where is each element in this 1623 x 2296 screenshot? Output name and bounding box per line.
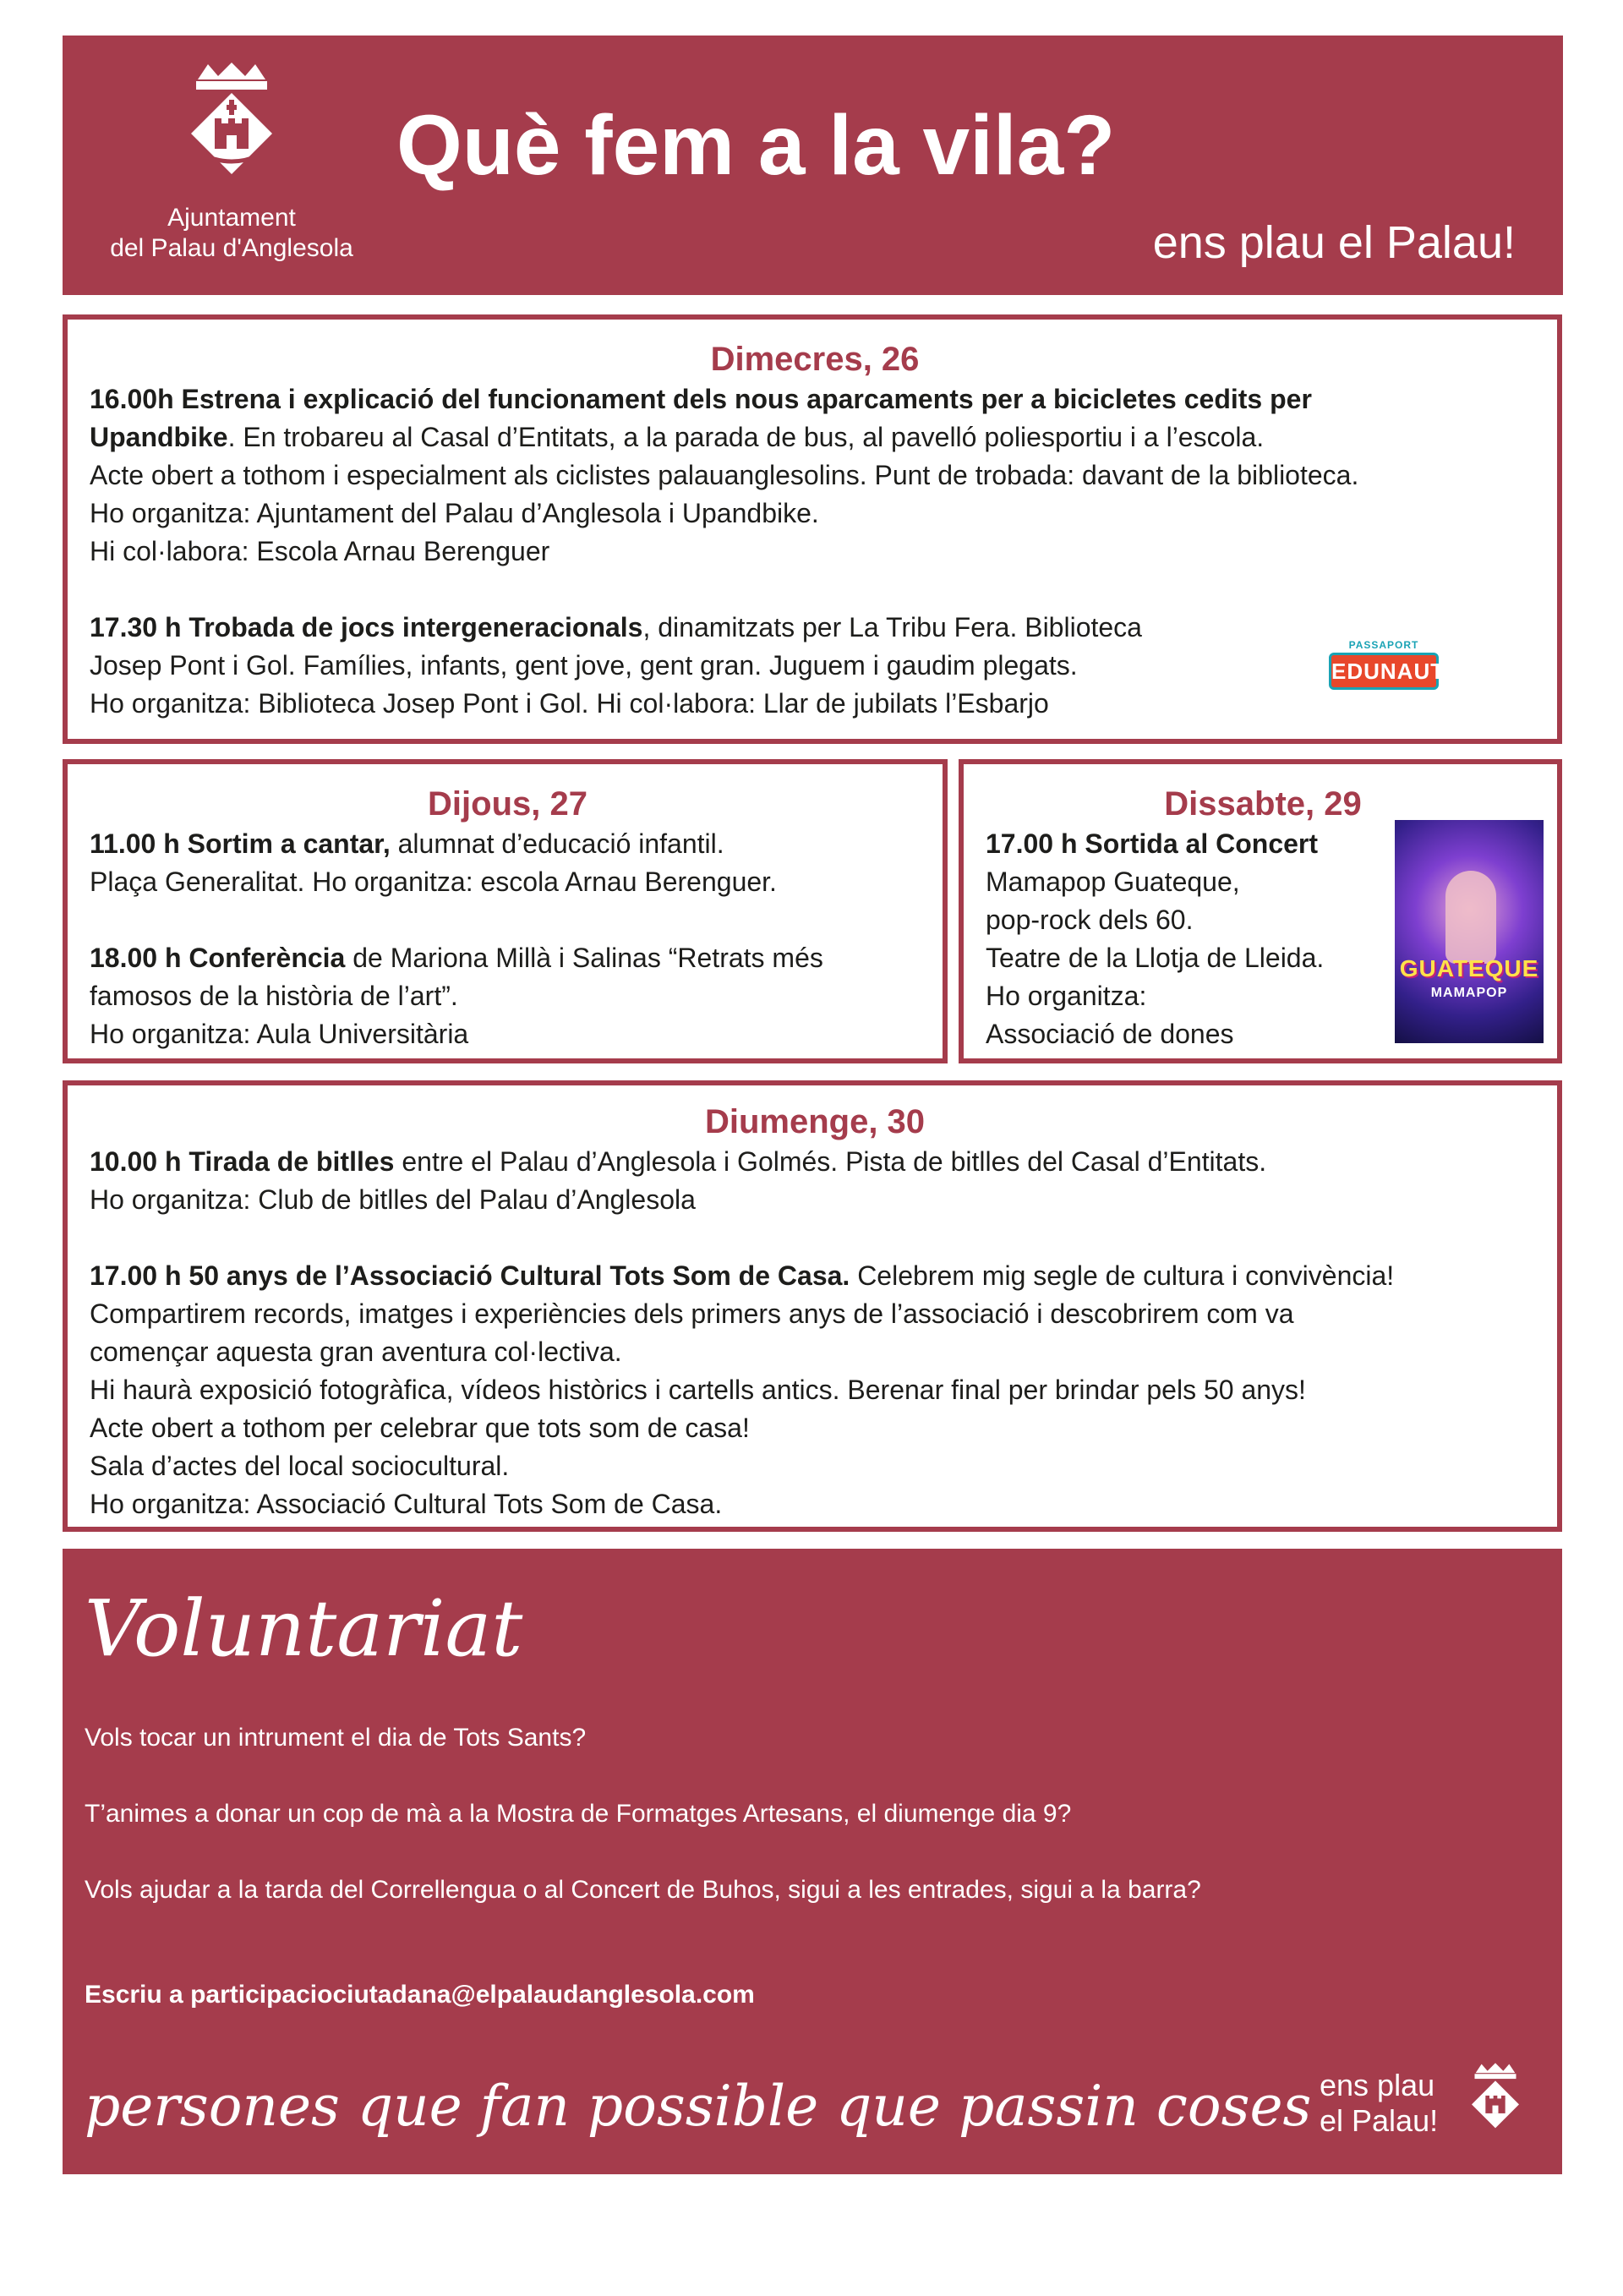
wed-event2-line1: , dinamitzats per La Tribu Fera. Biblioteca [642, 612, 1142, 642]
thu-event1-title: 11.00 h Sortim a cantar, [90, 828, 391, 859]
logo-line-1: Ajuntament [167, 204, 296, 232]
wed-event1-line2: . En trobareu al Casal d’Entitats, a la parada de bus, al pavelló poliesportiu i a l’escola. [227, 422, 1265, 452]
thu-event1-line2: Plaça Generalitat. Ho organitza: escola Arnau Berenguer. [90, 866, 777, 897]
logo-line-2: del Palau d'Anglesola [110, 234, 353, 262]
thu-event2-line2: famosos de la història de l’art”. [90, 981, 458, 1011]
poster-title: GUATEQUE [1399, 955, 1539, 981]
saturday-heading: Dissabte, 29 [1164, 785, 1362, 823]
wed-event1-title-end: Upandbike [90, 422, 228, 452]
wednesday-heading: Dimecres, 26 [710, 341, 920, 378]
header-tagline: ens plau el Palau! [1152, 217, 1516, 268]
thu-event2-organizer: Ho organitza: Aula Universitària [90, 1019, 469, 1049]
thursday-heading: Dijous, 27 [428, 785, 587, 823]
sun-event2-line5: Acte obert a tothom per celebrar que tots som de casa! [90, 1413, 750, 1443]
wed-event1-line3: Acte obert a tothom i especialment als ciclistes palauanglesolins. Punt de trobada: davant de la biblioteca. [90, 460, 1359, 490]
wed-event1-collaborator: Hi col·labora: Escola Arnau Berenguer [90, 536, 550, 566]
thu-event2-line1: de Mariona Millà i Salinas “Retrats més [345, 943, 823, 973]
sun-event2-line6: Sala d’actes del local sociocultural. [90, 1451, 510, 1481]
sun-event2-organizer: Ho organitza: Associació Cultural Tots Som de Casa. [90, 1489, 723, 1519]
town-logo [105, 61, 358, 272]
wed-event2-organizer: Ho organitza: Biblioteca Josep Pont i Gol. Hi col·labora: Llar de jubilats l’Esbarjo [90, 688, 1049, 719]
sun-event2-title: 17.00 h 50 anys de l’Associació Cultural Tots Som de Casa. [90, 1260, 850, 1291]
header-banner [63, 36, 1563, 295]
volunteering-question-2: T’animes a donar un cop de mà a la Mostra de Formatges Artesans, el diumenge dia 9? [85, 1800, 1072, 1828]
footer-tagline-line-1: ens plau [1320, 2068, 1435, 2102]
singer-figure [1445, 871, 1496, 964]
guateque-poster-image [1395, 820, 1544, 1043]
volunteering-question-3: Vols ajudar a la tarda del Correllengua o al Concert de Buhos, sigui a les entrades, sigui a la barra? [85, 1876, 1201, 1904]
edunauta-badge [1329, 639, 1460, 690]
volunteering-title: Voluntariat [85, 1583, 523, 1674]
page-title: Què fem a la vila? [396, 98, 1116, 193]
small-coat-of-arms-icon [1466, 2061, 1525, 2137]
sun-event1-organizer: Ho organitza: Club de bitlles del Palau d’Anglesola [90, 1184, 696, 1215]
thursday-box [63, 759, 948, 1063]
thu-event1-line1: alumnat d’educació infantil. [390, 828, 724, 859]
poster-subtitle: MAMAPOP [1430, 986, 1508, 1000]
town-coat-of-arms-icon [181, 61, 282, 188]
sat-event1-line2: pop-rock dels 60. [986, 905, 1194, 935]
wed-event1-organizer: Ho organitza: Ajuntament del Palau d’Anglesola i Upandbike. [90, 498, 819, 528]
footer-tagline [1320, 2068, 1438, 2139]
sat-event1-line3: Teatre de la Llotja de Lleida. [986, 943, 1325, 973]
sun-event1-title: 10.00 h Tirada de bitlles [90, 1146, 395, 1177]
sat-event1-title: 17.00 h Sortida al Concert [986, 828, 1319, 859]
badge-main-text: EDUNAUTA [1329, 653, 1439, 690]
volunteering-section [63, 1549, 1562, 2174]
sun-event2-line2: Compartirem records, imatges i experiències dels primers anys de l’associació i descobrirem com va [90, 1298, 1294, 1329]
badge-top-text: PASSAPORT [1348, 639, 1419, 651]
wed-event1-title: 16.00h Estrena i explicació del funcionament dels nous aparcaments per a bicicletes cedits per [90, 384, 1312, 414]
sun-event1-line1: entre el Palau d’Anglesola i Golmés. Pista de bitlles del Casal d’Entitats. [394, 1146, 1267, 1177]
sun-event2-line3: començar aquesta gran aventura col·lectiva. [90, 1337, 622, 1367]
volunteering-slogan: persones que fan possible que passin coses [85, 2074, 1312, 2139]
sat-event1-line4: Ho organitza: [986, 981, 1147, 1011]
wednesday-box [63, 314, 1562, 744]
sun-event2-line1: Celebrem mig segle de cultura i convivència! [850, 1260, 1395, 1291]
sat-event1-line5: Associació de dones [986, 1019, 1234, 1049]
wed-event2-line2: Josep Pont i Gol. Famílies, infants, gent jove, gent gran. Juguem i gaudim plegats. [90, 650, 1078, 681]
footer-tagline-line-2: el Palau! [1320, 2103, 1439, 2138]
volunteering-question-1: Vols tocar un intrument el dia de Tots Sants? [85, 1724, 587, 1752]
contact-email[interactable]: Escriu a participaciociutadana@elpalaudanglesola.com [85, 1981, 755, 2009]
wed-event2-title: 17.30 h Trobada de jocs intergeneracionals [90, 612, 643, 642]
saturday-box [959, 759, 1562, 1063]
thu-event2-title: 18.00 h Conferència [90, 943, 346, 973]
sunday-heading: Diumenge, 30 [704, 1103, 926, 1140]
sunday-box [63, 1080, 1562, 1532]
sat-event1-line1: Mamapop Guateque, [986, 866, 1240, 897]
sun-event2-line4: Hi haurà exposició fotogràfica, vídeos històrics i cartells antics. Berenar final per brindar pels 50 anys! [90, 1375, 1306, 1405]
